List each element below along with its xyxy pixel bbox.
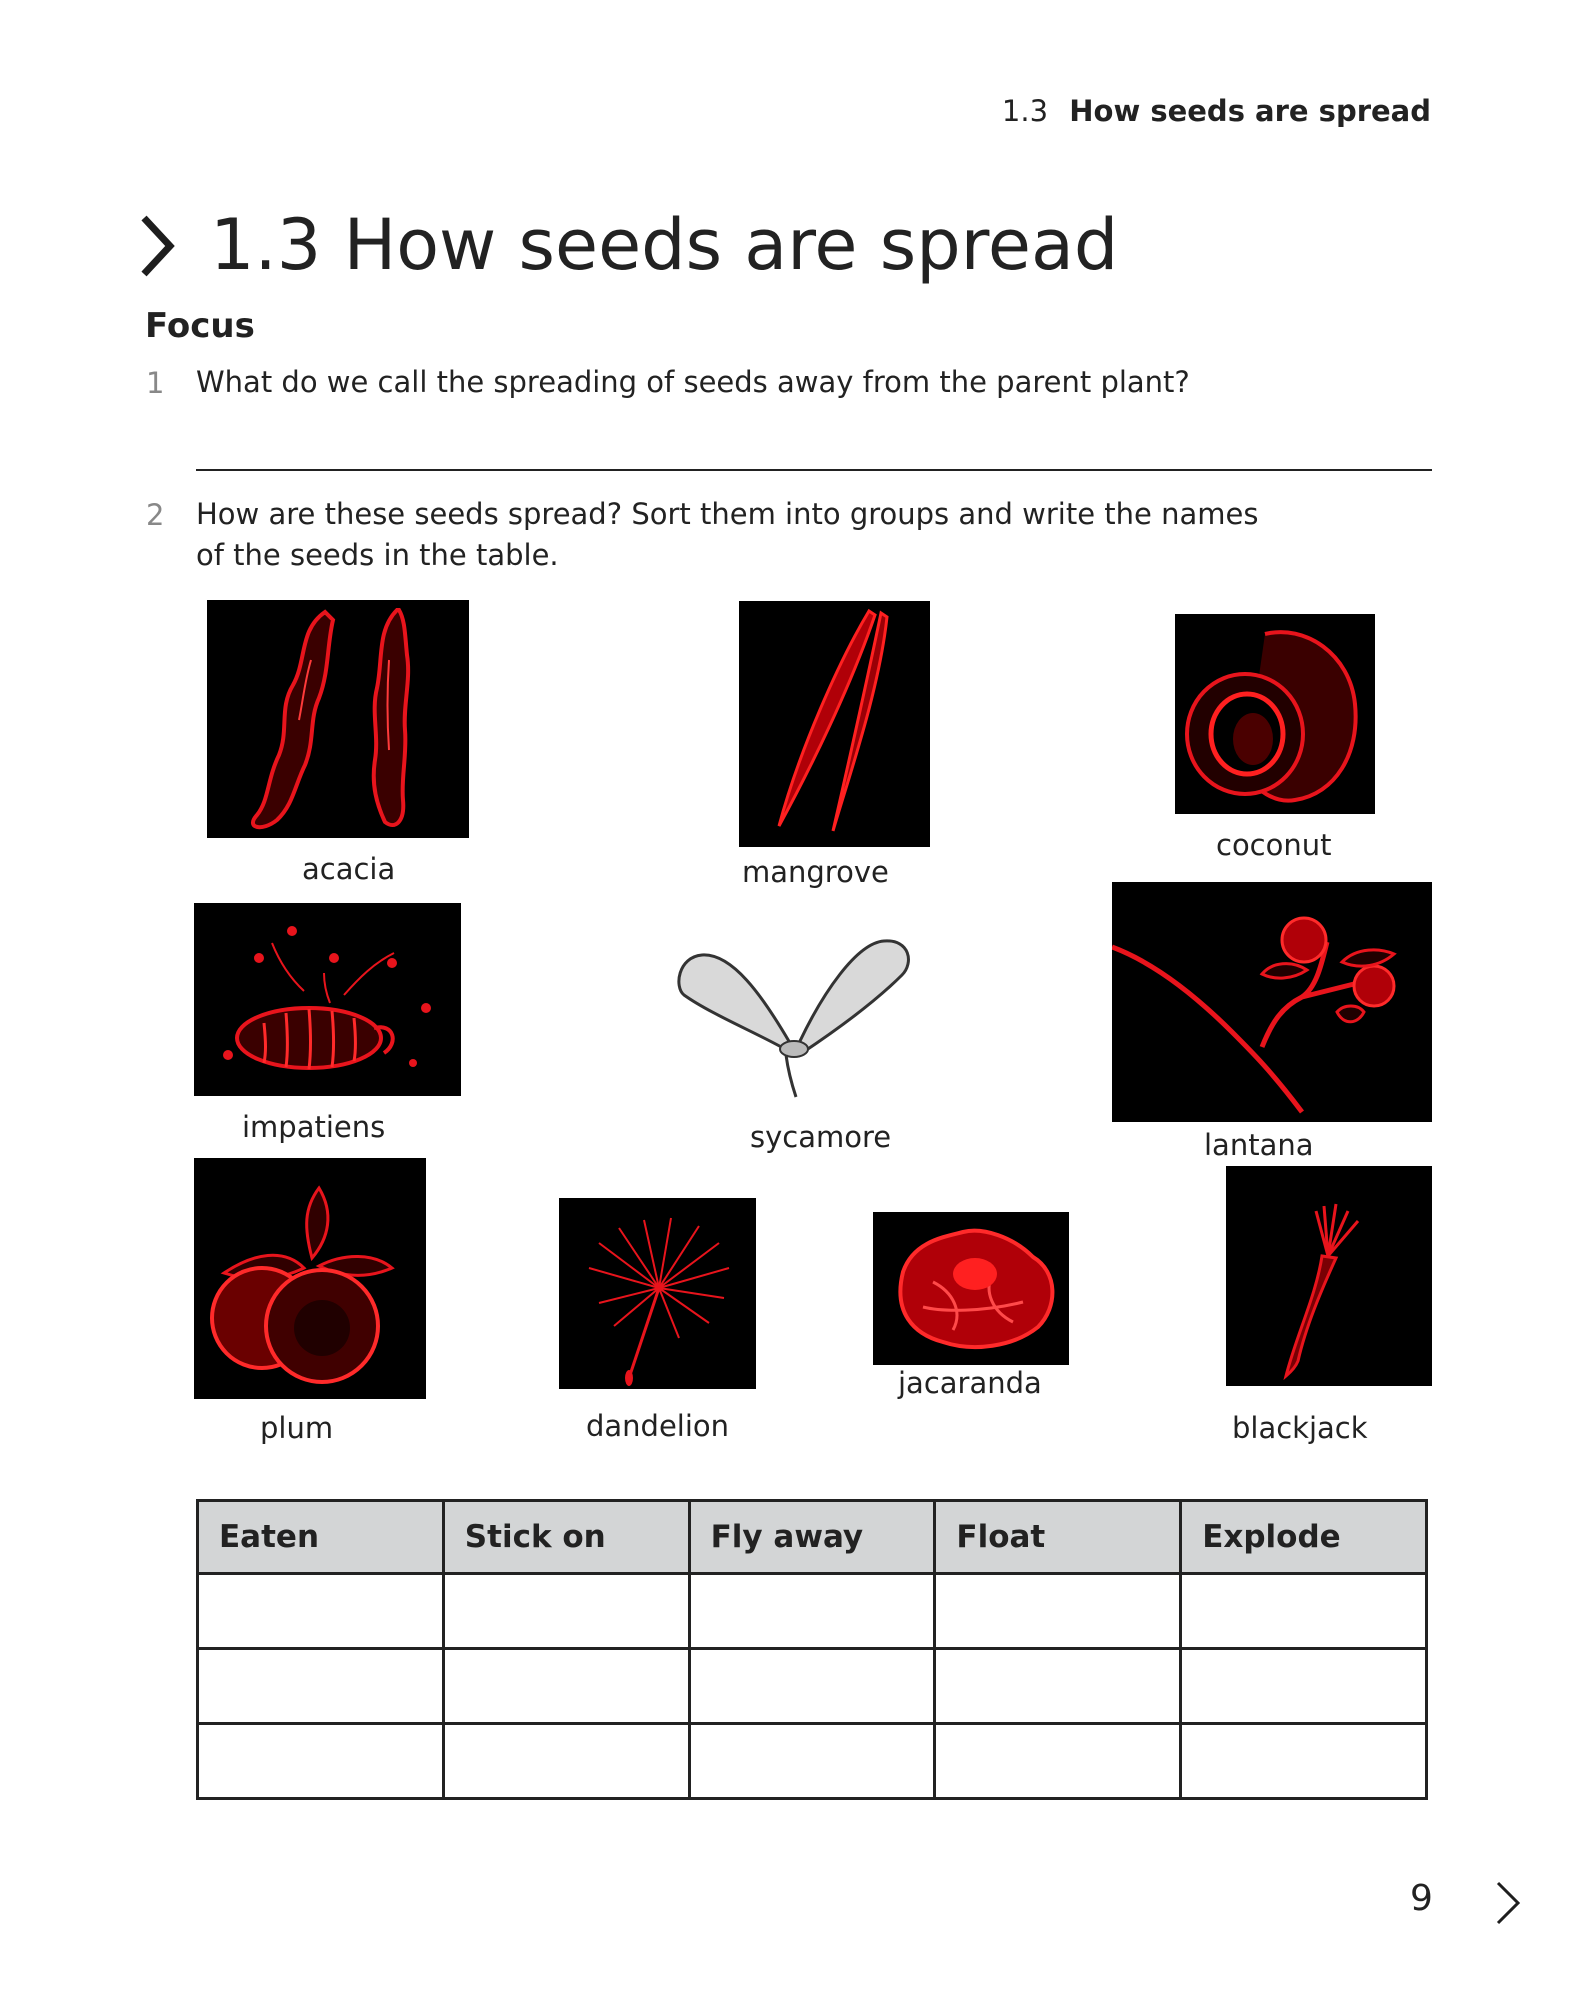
table-header-row bbox=[198, 1501, 1427, 1574]
impatiens-image bbox=[194, 903, 461, 1096]
question-1-number: 1 bbox=[146, 366, 165, 400]
question-2-line-2: of the seeds in the table. bbox=[196, 538, 559, 572]
table-cell[interactable] bbox=[443, 1574, 689, 1649]
focus-heading: Focus bbox=[145, 306, 255, 346]
table-cell[interactable] bbox=[1181, 1649, 1427, 1724]
table-row bbox=[198, 1574, 1427, 1649]
jacaranda-image bbox=[873, 1212, 1069, 1365]
sycamore-image bbox=[672, 935, 922, 1100]
chevron-right-icon bbox=[138, 214, 178, 278]
table-cell[interactable] bbox=[198, 1724, 444, 1799]
table-cell[interactable] bbox=[935, 1649, 1181, 1724]
blackjack-label: blackjack bbox=[1232, 1411, 1368, 1445]
acacia-label: acacia bbox=[302, 852, 396, 886]
column-header-explode: Explode bbox=[1181, 1501, 1427, 1574]
table-cell[interactable] bbox=[935, 1574, 1181, 1649]
table-row bbox=[198, 1649, 1427, 1724]
plum-label: plum bbox=[260, 1411, 334, 1445]
column-header-eaten: Eaten bbox=[198, 1501, 444, 1574]
acacia-image bbox=[207, 600, 469, 838]
page-title: 1.3 How seeds are spread bbox=[210, 204, 1119, 286]
question-1-text: What do we call the spreading of seeds away from the parent plant? bbox=[196, 365, 1190, 399]
table-cell[interactable] bbox=[443, 1649, 689, 1724]
running-header-number: 1.3 bbox=[1001, 94, 1049, 128]
seed-sorting-table bbox=[196, 1499, 1428, 1800]
table-cell[interactable] bbox=[689, 1649, 935, 1724]
lantana-label: lantana bbox=[1204, 1128, 1314, 1162]
table-row bbox=[198, 1724, 1427, 1799]
question-2-line-1: How are these seeds spread? Sort them into groups and write the names bbox=[196, 497, 1259, 531]
table-cell[interactable] bbox=[198, 1574, 444, 1649]
table-cell[interactable] bbox=[1181, 1724, 1427, 1799]
table-cell[interactable] bbox=[935, 1724, 1181, 1799]
column-header-fly-away: Fly away bbox=[689, 1501, 935, 1574]
dandelion-label: dandelion bbox=[586, 1409, 730, 1443]
table-cell[interactable] bbox=[198, 1649, 444, 1724]
column-header-float: Float bbox=[935, 1501, 1181, 1574]
coconut-image bbox=[1175, 614, 1375, 814]
table-cell[interactable] bbox=[689, 1574, 935, 1649]
mangrove-image bbox=[739, 601, 930, 847]
question-2-number: 2 bbox=[146, 498, 165, 532]
blackjack-image bbox=[1226, 1166, 1432, 1386]
dandelion-image bbox=[559, 1198, 756, 1389]
impatiens-label: impatiens bbox=[242, 1110, 386, 1144]
sycamore-label: sycamore bbox=[750, 1120, 892, 1154]
question-2-text bbox=[196, 494, 1258, 576]
plum-image bbox=[194, 1158, 426, 1399]
running-header bbox=[1002, 94, 1431, 128]
running-header-title: How seeds are spread bbox=[1069, 94, 1431, 128]
column-header-stick-on: Stick on bbox=[443, 1501, 689, 1574]
page-number: 9 bbox=[1410, 1878, 1433, 1919]
table-cell[interactable] bbox=[443, 1724, 689, 1799]
table-cell[interactable] bbox=[1181, 1574, 1427, 1649]
coconut-label: coconut bbox=[1216, 828, 1332, 862]
chevron-right-icon[interactable] bbox=[1494, 1880, 1522, 1926]
lantana-image bbox=[1112, 882, 1432, 1122]
table-cell[interactable] bbox=[689, 1724, 935, 1799]
mangrove-label: mangrove bbox=[742, 855, 889, 889]
answer-line[interactable] bbox=[196, 469, 1432, 471]
jacaranda-label: jacaranda bbox=[898, 1366, 1042, 1400]
